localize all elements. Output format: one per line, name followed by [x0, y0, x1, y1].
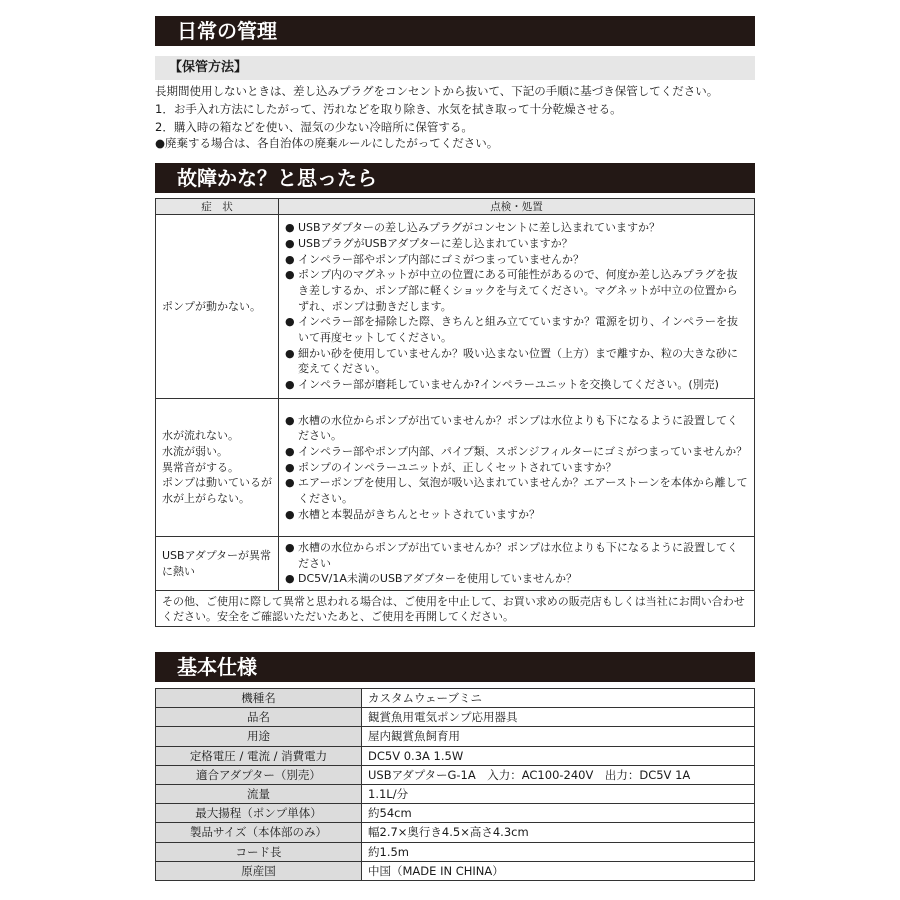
spec-row: [156, 689, 755, 708]
spec-key: 流量: [156, 784, 362, 803]
check-item: ● ポンプ内のマグネットが中立の位置にある可能性があるので、何度か差し込みプラグを抜き差しするか、ポンプ部に軽くショックを与えてください。マグネットが中立の位置からずれ、ポンプは動きだします。: [285, 267, 748, 314]
check-column-header: 点検・処置: [279, 199, 755, 215]
table-row: [156, 591, 755, 627]
spec-row: [156, 746, 755, 765]
storage-line-intro: 長期間使用しないときは、差し込みプラグをコンセントから抜いて、下記の手順に基づき保管してください。: [155, 84, 719, 98]
spec-key: 最大揚程（ポンプ単体）: [156, 804, 362, 823]
check-item: ● USBアダプターの差し込みプラグがコンセントに差し込まれていますか？: [285, 220, 748, 236]
spec-value: 屋内観賞魚飼育用: [362, 727, 755, 746]
troubleshooting-title: 故障かな？と思ったら: [155, 163, 755, 193]
spec-value: 約1.5m: [362, 842, 755, 861]
spec-row: [156, 727, 755, 746]
contact-note: その他、ご使用に際して異常と思われる場合は、ご使用を中止して、お買い求めの販売店もしくは当社にお問い合わせください。安全をご確認いただいたあと、ご使用を再開してください。: [156, 591, 755, 627]
spec-key: 適合アダプター（別売）: [156, 765, 362, 784]
check-item: ● DC5V/1A未満のUSBアダプターを使用していませんか？: [285, 571, 748, 587]
check-item: ● 水槽の水位からポンプが出ていませんか？ポンプは水位よりも下になるように設置してください。: [285, 413, 748, 444]
check-cell: [279, 399, 755, 537]
spec-value: DC5V 0.3A 1.5W: [362, 746, 755, 765]
spec-value: USBアダプターG-1A 入力：AC100-240V 出力：DC5V 1A: [362, 765, 755, 784]
troubleshooting-table: [155, 198, 755, 627]
daily-care-title: 日常の管理: [155, 16, 755, 46]
spec-key: 用途: [156, 727, 362, 746]
spec-value: カスタムウェーブミニ: [362, 689, 755, 708]
spec-row: [156, 804, 755, 823]
check-cell: [279, 537, 755, 591]
spec-key: 原産国: [156, 861, 362, 880]
spec-row: [156, 861, 755, 880]
spec-key: 品名: [156, 708, 362, 727]
table-row: [156, 215, 755, 399]
check-item: ● インペラー部が磨耗していませんか?インペラーユニットを交換してください。(別売): [285, 377, 748, 393]
spec-value: 1.1L/分: [362, 784, 755, 803]
check-item: ● 水槽の水位からポンプが出ていませんか？ポンプは水位よりも下になるように設置してください: [285, 540, 748, 571]
check-item: ● 水槽と本製品がきちんとセットされていますか？: [285, 507, 748, 523]
spec-title: 基本仕様: [155, 652, 755, 682]
symptom-column-header: 症 状: [156, 199, 279, 215]
spec-key: 定格電圧 / 電流 / 消費電力: [156, 746, 362, 765]
check-item: ● ポンプのインペラーユニットが、正しくセットされていますか？: [285, 460, 748, 476]
check-cell: [279, 215, 755, 399]
spec-value: 幅2.7×奥行き4.5×高さ4.3cm: [362, 823, 755, 842]
check-item: ● 細かい砂を使用していませんか？吸い込まない位置（上方）まで離すか、粒の大きな砂に変えてください。: [285, 346, 748, 377]
spec-row: [156, 708, 755, 727]
disposal-note: ●廃棄する場合は、各自治体の廃棄ルールにしたがってください。: [155, 136, 499, 150]
storage-heading: 【保管方法】: [155, 56, 755, 80]
check-item: ● インペラー部を掃除した際、きちんと組み立てていますか？電源を切り、インペラーを抜いて再度セットしてください。: [285, 314, 748, 345]
storage-line-step2: 2．購入時の箱などを使い、湿気の少ない冷暗所に保管する。: [155, 120, 473, 134]
spec-row: [156, 823, 755, 842]
spec-row: [156, 842, 755, 861]
check-item: ● インペラー部やポンプ内部にゴミがつまっていませんか？: [285, 252, 748, 268]
check-item: ● エアーポンプを使用し、気泡が吸い込まれていませんか？エアーストーンを本体から離してください。: [285, 475, 748, 506]
troubleshooting-header-row: [156, 199, 755, 215]
symptom-cell: ポンプが動かない。: [156, 215, 279, 399]
spec-row: [156, 784, 755, 803]
check-item: ● USBプラグがUSBアダプターに差し込まれていますか？: [285, 236, 748, 252]
symptom-cell: USBアダプターが異常に熱い: [156, 537, 279, 591]
check-item: ● インペラー部やポンプ内部、パイプ類、スポンジフィルターにゴミがつまっていませんか？: [285, 444, 748, 460]
spec-value: 観賞魚用電気ポンプ応用器具: [362, 708, 755, 727]
spec-key: 製品サイズ（本体部のみ）: [156, 823, 362, 842]
spec-value: 約54cm: [362, 804, 755, 823]
spec-row: [156, 765, 755, 784]
spec-table: [155, 688, 755, 881]
symptom-cell: 水が流れない。 水流が弱い。 異常音がする。 ポンプは動いているが水が上がらない。: [156, 399, 279, 537]
table-row: [156, 537, 755, 591]
storage-line-step1: 1．お手入れ方法にしたがって、汚れなどを取り除き、水気を拭き取って十分乾燥させる。: [155, 102, 622, 116]
spec-key: コード長: [156, 842, 362, 861]
spec-key: 機種名: [156, 689, 362, 708]
spec-value: 中国（MADE IN CHINA）: [362, 861, 755, 880]
table-row: [156, 399, 755, 537]
